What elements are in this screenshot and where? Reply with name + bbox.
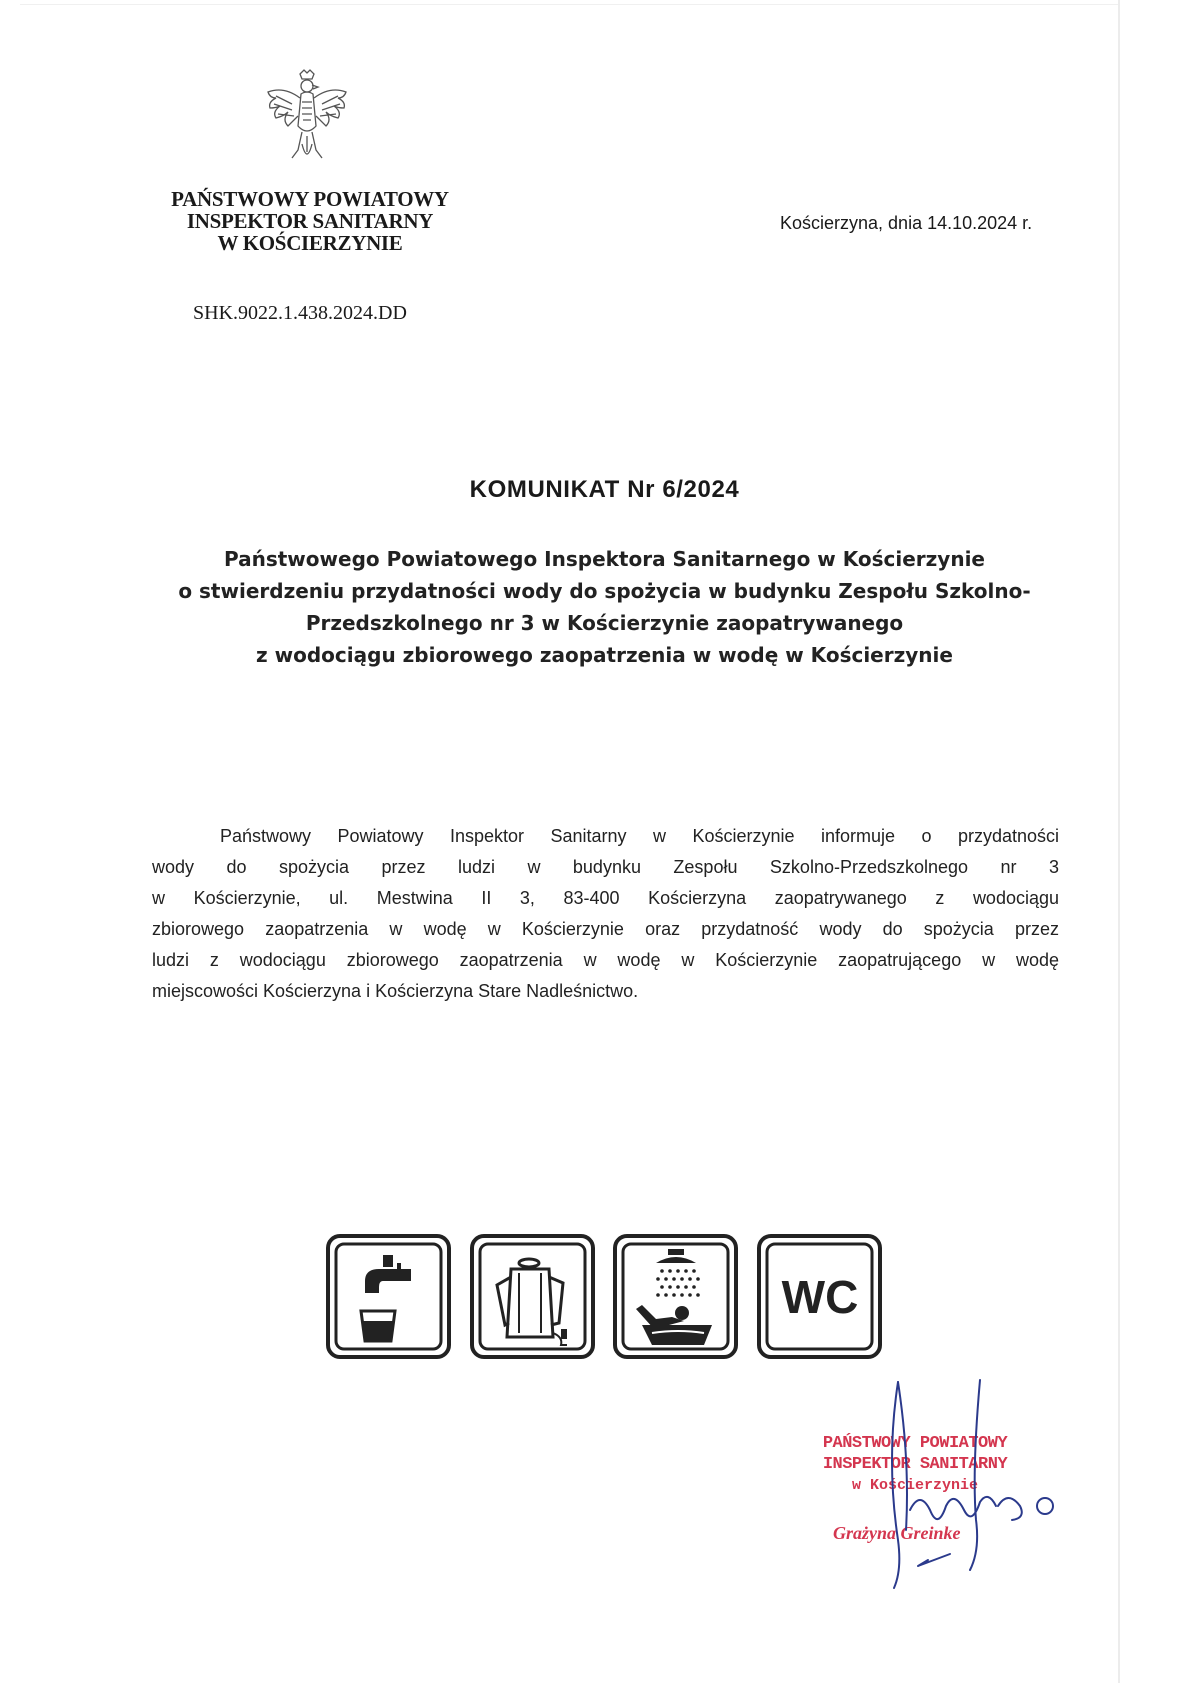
bath-shower-icon: [612, 1233, 739, 1360]
body-line: Państwowy Powiatowy Inspektor Sanitarny w Kościerzynie informuje o przydatności: [220, 826, 1059, 846]
subtitle-line: z wodociągu zbiorowego zaopatrzenia w wodę w Kościerzynie: [256, 643, 953, 667]
authority-line: INSPEKTOR SANITARNY: [186, 209, 434, 233]
reference-number: SHK.9022.1.438.2024.DD: [193, 302, 407, 324]
body-paragraph: [152, 821, 1059, 1007]
body-line: miejscowości Kościerzyna i Kościerzyna Stare Nadleśnictwo.: [152, 981, 639, 1001]
body-line: ludzi z wodociągu zbiorowego zaopatrzenia w wodę w Kościerzynie zaopatrującego w wodę: [152, 950, 1059, 970]
document-title: KOMUNIKAT Nr 6/2024: [469, 476, 740, 503]
polish-eagle-emblem-icon: [262, 68, 352, 168]
wc-icon: [756, 1233, 883, 1360]
subtitle-line: Przedszkolnego nr 3 w Kościerzynie zaopatrywanego: [305, 611, 904, 635]
subtitle-line: Państwowego Powiatowego Inspektora Sanitarnego w Kościerzynie: [223, 547, 985, 571]
stamp-line: PAŃSTWOWY POWIATOWY: [822, 1434, 1008, 1453]
document-subtitle: [150, 543, 1059, 671]
subtitle-line: o stwierdzeniu przydatności wody do spożycia w budynku Zespołu Szkolno-: [178, 579, 1031, 603]
kettle-icon: [469, 1233, 596, 1360]
body-line: w Kościerzynie, ul. Mestwina II 3, 83-400 Kościerzyna zaopatrywanego z wodociągu: [152, 888, 1059, 908]
place-date: Kościerzyna, dnia 14.10.2024 r.: [780, 213, 1033, 233]
authority-line: W KOŚCIERZYNIE: [217, 231, 403, 255]
stamp-name: Grażyna Greinke: [833, 1523, 961, 1543]
authority-line: PAŃSTWOWY POWIATOWY: [171, 187, 449, 211]
issuing-authority: [150, 188, 470, 254]
body-line: wody do spożycia przez ludzi w budynku Zespołu Szkolno-Przedszkolnego nr 3: [152, 857, 1059, 877]
wc-label: WC: [781, 1271, 859, 1323]
stamp-line: INSPEKTOR SANITARNY: [822, 1455, 1008, 1474]
body-line: zbiorowego zaopatrzenia w wodę w Kościerzynie oraz przydatność wody do spożycia przez: [152, 919, 1059, 939]
stamp-line: w Kościerzynie: [851, 1477, 979, 1494]
drinking-water-tap-icon: [325, 1233, 452, 1360]
scan-edge: [1118, 0, 1120, 1683]
scan-edge: [20, 4, 1120, 5]
handwritten-signature: [880, 1370, 1060, 1590]
